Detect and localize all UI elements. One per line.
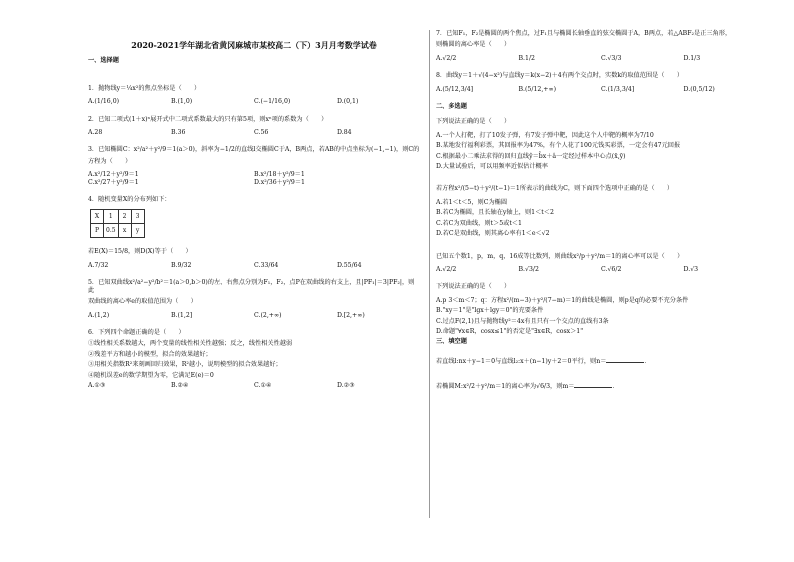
option-d: D.②③ (337, 381, 355, 389)
option-a: A.√2/2 (436, 54, 457, 62)
table-cell: 1 (104, 210, 119, 224)
question-stem: 7．已知F₁，F₂是椭圆的两个焦点，过F₁且与椭圆长轴垂直的弦交椭圆于A，B两点，若△ABF₂是正三角形， (436, 30, 732, 37)
table-cell: 2 (118, 210, 131, 224)
statement: D.命题"∀x∈R，cosx≤1"的否定是"∃x∈R，cosx＞1" (436, 327, 584, 335)
option-a: A.(5/12,3/4] (436, 85, 474, 93)
question-stem-cont: 方程为（ ） (88, 157, 132, 165)
option-c: C.(−1/16,0) (254, 98, 291, 106)
option-b: B.√3/2 (518, 265, 539, 273)
table-cell: 3 (131, 210, 144, 224)
question-stem: 1．抛物线y＝¼x²的焦点坐标是（ ） (88, 84, 201, 92)
options (436, 86, 766, 93)
option-b: B.②④ (171, 381, 189, 389)
question-14 (436, 381, 766, 390)
question-stem: 3．已知椭圆C：x²/a²＋y²/9＝1(a＞0)，斜率为−1/2的直线l交椭圆C于A，B两点，若AB的中点坐标为(−1,−1)，则C的 (88, 146, 420, 154)
option-c: C.(2,+∞) (254, 311, 282, 319)
question-7 (436, 30, 766, 62)
exam-title: 2020-2021学年湖北省黄冈麻城市某校高二（下）3月月考数学试卷 (131, 40, 377, 50)
options (88, 382, 420, 389)
question-stem-cont: 若E(X)＝15/8，则D(X)等于（ ） (88, 248, 192, 256)
statement: B."xy＝1"是"lgx＋lgy＝0"的充要条件 (436, 307, 544, 315)
option-b: B.(1,0) (171, 98, 193, 106)
question-stem: 下列说法正确的是（ ） (436, 118, 511, 126)
answer-blank (606, 356, 644, 363)
question-6 (88, 329, 420, 389)
question-13 (436, 356, 766, 365)
option-b: B.(1,2] (171, 311, 193, 319)
question-stem: 8．曲线y＝1＋√(4−x²)与直线y＝k(x−2)＋4有两个交点时，实数k的取值范围是（ ） (436, 72, 684, 80)
question-end: ． (644, 357, 651, 365)
question-stem: 6．下列四个命题正确的是（ ） (88, 328, 185, 336)
options (88, 129, 420, 136)
question-11 (436, 253, 766, 274)
question-stem: 若直线l:nx＋y−1＝0与直线l₂:x＋(n−1)y＋2＝0平行，则n＝ (436, 357, 607, 365)
table-cell: X (91, 210, 104, 224)
question-stem-cont: 双曲线的离心率e的取值范围为（ ） (88, 298, 197, 306)
option-c: C.√3/3 (601, 54, 622, 62)
option-c: C.(1/3,3/4] (601, 85, 635, 93)
distribution-table (90, 209, 145, 238)
question-5 (88, 279, 420, 319)
answer-blank (574, 381, 612, 388)
section-choice: 一、选择题 (88, 57, 119, 65)
table-cell: x (118, 224, 131, 238)
question-9 (436, 118, 766, 185)
option-a: A.①③ (88, 381, 106, 389)
question-12 (436, 283, 766, 335)
option-d: D.84 (337, 129, 352, 137)
question-1 (88, 85, 420, 106)
question-4 (88, 196, 420, 269)
option-d: D.[2,+∞) (337, 311, 365, 319)
option-a: A.28 (88, 129, 103, 137)
option-a: A.√2/2 (436, 265, 457, 273)
statement: ①线性相关系数越大，两个变量的线性相关性越强；反之，线性相关性越弱 (88, 340, 293, 348)
table-cell: 0.5 (104, 224, 119, 238)
option-d: D.(0,5/12) (683, 85, 715, 93)
question-end: ． (612, 383, 619, 391)
section-multi: 二、多选题 (436, 103, 467, 111)
statement: B.若C为椭圆，且长轴在y轴上，则1＜t＜2 (436, 209, 554, 217)
options (436, 55, 766, 62)
option-d: D.1/3 (683, 54, 701, 62)
question-stem: 5．已知双曲线x²/a²−y²/b²＝1(a＞0,b＞0)的左、右焦点分别为F₁，F₂，点P在双曲线的右支上，且|PF₁|＝3|PF₂|，则此 (88, 279, 415, 294)
statement: A.若1＜t＜5，则C为椭圆 (436, 198, 508, 206)
statement: D.大量试验后，可以用频率近似估计概率 (436, 163, 548, 171)
option-d: D.√3 (683, 265, 699, 273)
statement: D.若C是双曲线，则其离心率有1＜e＜√2 (436, 230, 550, 238)
question-3 (88, 146, 420, 186)
statement: B.某地发行福利彩票，其回报率为47%，有个人花了100元钱买彩票，一定会有47元回报 (436, 142, 681, 150)
statement: A.一个人打靶，打了10发子弹，有7发子弹中靶，因此这个人中靶的概率为7/10 (436, 131, 654, 139)
option-c: C.①④ (254, 381, 272, 389)
statement: ④随机误差e的数学期望为零，它满足E(e)＝0 (88, 371, 214, 379)
option-a: A.x²/12＋y²/9＝1 (88, 171, 139, 179)
question-2 (88, 116, 420, 137)
table-cell: P (91, 224, 104, 238)
options (436, 266, 766, 273)
statement: A.p 3＜m＜7；q：方程x²/(m−3)＋y²/(7−m)＝1的曲线是椭圆，则p是q的必要不充分条件 (436, 296, 689, 304)
table-row (91, 224, 145, 238)
statement: C.根据最小二乘法求得的回归直线ŷ＝b̂x＋â一定经过样本中心点(x̄,ȳ) (436, 152, 626, 160)
right-column (436, 30, 766, 391)
option-c: C.33/64 (254, 261, 279, 269)
statement: ②残差平方和越小的模型，拟合的效果越好； (88, 350, 212, 358)
option-b: B.9/32 (171, 261, 192, 269)
option-c: C.x²/27＋y²/9＝1 (88, 178, 139, 186)
option-a: A.(1,2) (88, 311, 110, 319)
column-divider (429, 30, 430, 518)
statement: ③用相关指数R²来刻画回归效果，R²越小，说明模型的拟合效果越好； (88, 361, 282, 369)
table-row (91, 210, 145, 224)
section-fill: 三、填空题 (436, 338, 467, 346)
question-stem: 下列说法正确的是（ ） (436, 283, 511, 291)
option-d: D.55/64 (337, 261, 362, 269)
option-a: A.(1/16,0) (88, 98, 120, 106)
option-c: C.√6/2 (601, 265, 622, 273)
statement: C.若C为双曲线，则t＞5或t＜1 (436, 219, 522, 227)
question-stem: 若方程x²/(5−t)＋y²/(t−1)＝1所表示的曲线为C，则下面四个选项中正确的是（ ） (436, 185, 674, 193)
options (88, 262, 420, 269)
option-b: B.(5/12,+∞) (518, 85, 557, 93)
option-b: B.1/2 (518, 54, 535, 62)
option-b: B.x²/18＋y²/9＝1 (254, 171, 305, 179)
options (88, 98, 420, 105)
option-d: D.(0,1) (337, 98, 359, 106)
question-stem: 4．随机变量X的分布列如下： (88, 196, 171, 204)
option-c: C.56 (254, 129, 269, 137)
option-d: D.x²/36＋y²/9＝1 (254, 178, 305, 186)
options (88, 171, 420, 186)
question-8 (436, 72, 766, 93)
option-b: B.36 (171, 129, 186, 137)
question-stem: 已知五个数1，p，m，q，16成等比数列，则曲线x²/p＋y²/m＝1的离心率可以是（ ） (436, 252, 684, 260)
table-cell: y (131, 224, 144, 238)
option-a: A.7/32 (88, 261, 109, 269)
question-stem: 若椭圆M:x²/2＋y²/m＝1的离心率为√6/3，则m＝ (436, 383, 575, 391)
question-stem-cont: 则椭圆的离心率是（ ） (436, 41, 511, 49)
left-column (88, 30, 420, 399)
question-10 (436, 185, 766, 252)
question-stem: 2．已知二项式(1＋x)ⁿ展开式中二项式系数最大的只有第5项，则xⁿ项的系数为（ ） (88, 115, 328, 123)
options (88, 312, 420, 319)
statement: C.过点F(2,1)且与抛物线y²＝4x有且只有一个交点的直线有3条 (436, 317, 609, 325)
